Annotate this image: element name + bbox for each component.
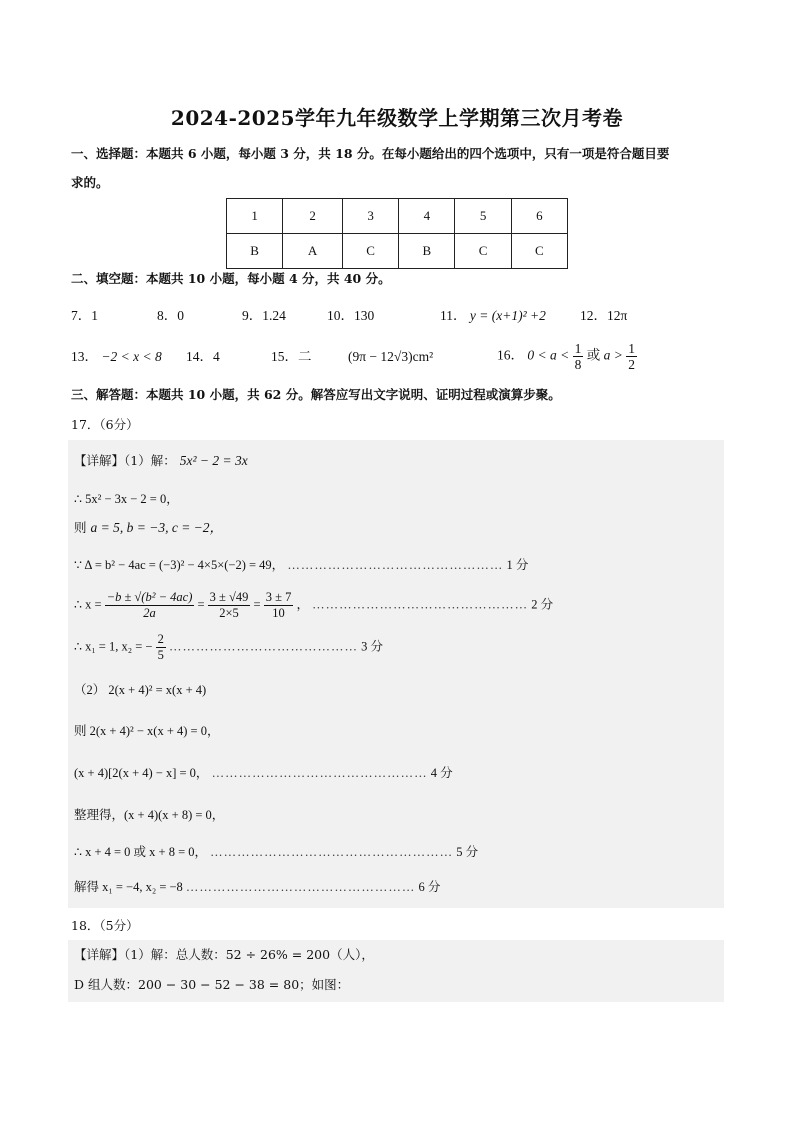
q17-line-4-equation: ∵ Δ = b² − 4ac = (−3)² − 4×5×(−2) = 49， [74, 558, 285, 572]
q17-line-10: 整理得，(x + 4)(x + 8) = 0， [74, 808, 225, 822]
equals-sign: = [197, 597, 205, 612]
q17-line-5-fraction-2 [208, 590, 251, 621]
answer-q16-or: 或 [586, 347, 601, 363]
answer-table-cell: C [511, 234, 567, 269]
q17-line-6-fraction [156, 632, 166, 663]
q17-line-12-equation: 解得 x₁ = −4, x₂ = −8 [74, 880, 183, 894]
answer-q16-label: 16． [497, 347, 524, 363]
q17-line-9-equation: (x + 4)[2(x + 4) − x] = 0， [74, 766, 209, 780]
fraction-numerator: 1 [628, 341, 635, 356]
answer-table [226, 198, 568, 269]
section2-heading: 二、填空题：本题共 10 小题，每小题 4 分，共 40 分。 [71, 271, 391, 286]
q17-line-5-score: 2 分 [531, 597, 554, 612]
answer-table-header: 3 [342, 199, 398, 234]
fraction-numerator: 1 [574, 341, 582, 356]
q17-label: 17．（6分） [71, 417, 139, 432]
q17-line-11-equation: ∴ x + 4 = 0 或 x + 8 = 0， [74, 845, 208, 859]
q17-line-4-dots: ………………………………………… [287, 558, 504, 572]
answer-q16-part-b: a > [603, 347, 623, 363]
answer-table-cell: C [455, 234, 511, 269]
answer-table-header: 6 [511, 199, 567, 234]
q18-label: 18．（5分） [71, 918, 139, 933]
equals-sign: = [253, 597, 261, 612]
section3-heading: 三、解答题：本题共 10 小题，共 62 分。解答应写出文字说明、证明过程或演算步聚。 [71, 387, 561, 402]
answer-q11-value: y = (x+1)² +2 [469, 308, 546, 323]
q18-line-2: D 组人数：200 − 30 − 52 − 38 = 80；如图： [74, 977, 350, 992]
q17-line-12-dots: …………………………………………… [185, 880, 416, 894]
answer-table-cell: C [342, 234, 398, 269]
answer-table-header: 1 [227, 199, 283, 234]
answer-q16-part-a: 0 < a < [527, 347, 570, 363]
answer-table-answer-row [227, 234, 568, 269]
q17-line-12-score: 6 分 [418, 880, 441, 894]
q17-line-5 [74, 590, 553, 621]
answer-q13-label: 13． [71, 349, 98, 364]
fraction-numerator: 3 ± √49 [209, 590, 249, 604]
q17-line-1-equation: 5x² − 2 = 3x [179, 453, 248, 468]
fraction-numerator: 2 [157, 632, 164, 646]
q17-line-3 [74, 519, 223, 537]
answer-q11-label: 11． [440, 308, 467, 323]
fraction-denominator: 10 [272, 606, 285, 620]
fraction-numerator: −b ± √(b² − 4ac) [106, 590, 193, 604]
answer-q14: 14．4 [186, 349, 220, 364]
q17-line-4-score: 1 分 [506, 558, 529, 572]
q17-line-8: 则 2(x + 4)² − x(x + 4) = 0， [74, 724, 220, 738]
q17-line-11-score: 5 分 [456, 845, 479, 859]
q17-line-9-score: 4 分 [430, 766, 453, 780]
q17-line-12 [74, 878, 440, 896]
answer-q10: 10．130 [327, 308, 375, 323]
q17-line-5-dots: ………………………………………… [312, 597, 529, 612]
answer-q9: 9．1.24 [242, 308, 286, 323]
answer-table-cell: B [227, 234, 283, 269]
q18-line-1: 【详解】（1）解：总人数：52 ÷ 26% = 200（人）， [74, 947, 374, 962]
q17-line-5-start: ∴ x = [74, 597, 102, 612]
answer-table-header: 4 [399, 199, 455, 234]
answer-q16 [497, 341, 637, 372]
answer-table-cell: A [283, 234, 343, 269]
q17-line-1 [74, 452, 248, 470]
comma: ， [296, 597, 309, 612]
answer-table-header: 2 [283, 199, 343, 234]
section1-heading-line2: 求的。 [71, 175, 109, 190]
q17-line-9-dots: ………………………………………… [211, 766, 428, 780]
answer-q15-label: 15．二 [271, 349, 312, 364]
q17-line-9 [74, 764, 453, 782]
answer-q8: 8．0 [157, 308, 184, 323]
answer-q13-value: −2 < x < 8 [101, 349, 162, 364]
q17-line-2: ∴ 5x² − 3x − 2 = 0， [74, 492, 179, 506]
page-title: 2024-2025学年九年级数学上学期第三次月考卷 [170, 106, 624, 130]
answer-table-header: 5 [455, 199, 511, 234]
q17-line-4 [74, 556, 528, 574]
q17-line-3-equation: a = 5, b = −3, c = −2， [90, 520, 224, 535]
q17-line-6-dots: …………………………………… [168, 639, 358, 654]
answer-q13 [71, 348, 162, 366]
fraction-denominator: 2a [143, 606, 156, 620]
answer-q12: 12．12π [580, 308, 628, 323]
q17-line-6-score: 3 分 [361, 639, 383, 654]
answer-q16-fraction-2 [626, 341, 637, 372]
q17-solution-panel [68, 440, 724, 908]
q17-line-6-start: ∴ x₁ = 1, x₂ = − [74, 639, 153, 654]
answer-q16-fraction-1 [573, 341, 584, 372]
q17-line-11 [74, 843, 478, 861]
fraction-denominator: 5 [157, 648, 164, 662]
fraction-denominator: 8 [574, 357, 582, 372]
answer-q7: 7．1 [71, 308, 98, 323]
answer-table-cell: B [399, 234, 455, 269]
fraction-numerator: 3 ± 7 [265, 590, 292, 604]
fraction-denominator: 2×5 [219, 606, 239, 620]
answer-table-header-row [227, 199, 568, 234]
q17-line-5-fraction-1 [105, 590, 195, 621]
q17-line-7: （2） 2(x + 4)² = x(x + 4) [74, 683, 207, 697]
q17-line-3-prefix: 则 [74, 520, 87, 535]
q17-line-1-prefix: 【详解】（1）解： [74, 453, 176, 468]
answer-q15-value: (9π − 12√3)cm² [348, 349, 434, 364]
fraction-denominator: 2 [628, 357, 635, 372]
q17-line-11-dots: ……………………………………………… [210, 845, 454, 859]
q17-line-5-fraction-3 [264, 590, 294, 621]
answer-q11 [440, 307, 546, 325]
q17-line-6 [74, 632, 383, 663]
section1-heading-line1: 一、选择题：本题共 6 小题，每小题 3 分，共 18 分。在每小题给出的四个选项中，只有一项是符合题目要 [71, 146, 670, 161]
